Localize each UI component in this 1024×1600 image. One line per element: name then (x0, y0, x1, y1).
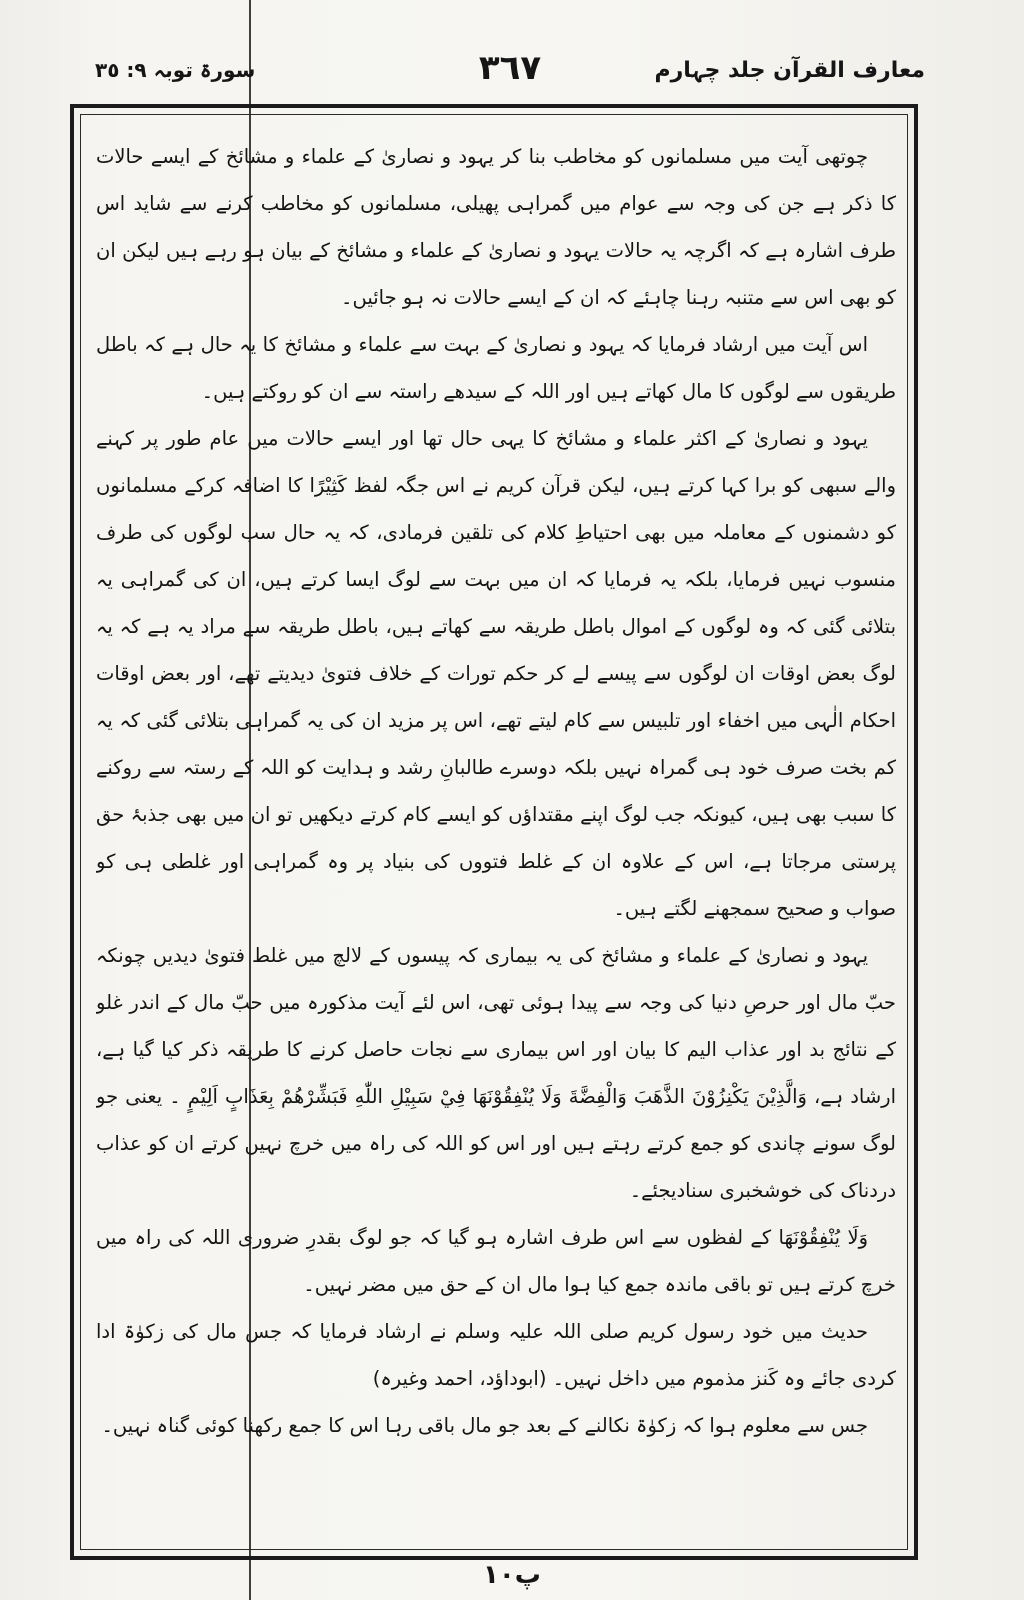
paragraph: چوتھی آیت میں مسلمانوں کو مخاطب بنا کر یہود و نصاریٰ کے علماء و مشائخ کے ایسے حالات کا ذکر ہے جن کی وجہ سے عوام میں گمراہی پھیلی، مسلمانوں کو مخاطب کرنے سے شاید اس طرف اشارہ ہے کہ اگرچہ یہ حالات یہود و نصاریٰ کے علماء و مشائخ کے بیان ہو رہے ہیں لیکن ان کو بھی اس سے متنبہ رہنا چاہئے کہ ان کے ایسے حالات نہ ہو جائیں۔ (96, 145, 896, 309)
page-number: ٣٦٧ (478, 48, 542, 88)
surah-reference: سورۃ توبہ ٩: ٣٥ (95, 58, 256, 82)
paragraph: اس آیت میں ارشاد فرمایا کہ یہود و نصاریٰ کے بہت سے علماء و مشائخ کا یہ حال ہے کہ باطل طریقوں سے لوگوں کا مال کھاتے ہیں اور اللہ کے سیدھے راستہ سے ان کو روکتے ہیں۔ (96, 333, 896, 403)
book-title: معارف القرآن جلد چہارم (654, 58, 925, 83)
body-text (96, 133, 896, 1558)
signature-mark: پ١٠ (483, 1560, 541, 1590)
page-header (95, 48, 925, 98)
paragraph: یہود و نصاریٰ کے علماء و مشائخ کی یہ بیماری کہ پیسوں کے لالچ میں غلط فتویٰ دیدیں چونکہ حبّ مال اور حرصِ دنیا کی وجہ سے پیدا ہوئی تھی، اس لئے آیت مذکورہ میں حبّ مال کے اندر غلو کے نتائج بد اور عذاب الیم کا بیان اور اس بیماری سے نجات حاصل کرنے کا طریقہ ذکر کیا گیا ہے، ارشاد ہے، وَالَّذِيْنَ يَكْنِزُوْنَ الذَّهَبَ وَالْفِضَّةَ وَلَا يُنْفِقُوْنَهَا فِيْ سَبِيْلِ اللّٰهِ فَبَشِّرْهُمْ بِعَذَابٍ اَلِيْمٍ ۔ یعنی جو لوگ سونے چاندی کو جمع کرتے رہتے ہیں اور اس کو اللہ کی راہ میں خرچ نہیں کرتے ان کو عذاب دردناک کی خوشخبری سنادیجئے۔ (96, 944, 896, 1202)
paragraph: جس سے معلوم ہوا کہ زکوٰۃ نکالنے کے بعد جو مال باقی رہا اس کا جمع رکھنا کوئی گناہ نہیں۔ (101, 1414, 868, 1437)
paragraph: حدیث میں خود رسول کریم صلی اللہ علیہ وسلم نے ارشاد فرمایا کہ جس مال کی زکوٰۃ ادا کردی جائے وہ کَنز مذموم میں داخل نہیں۔ (ابوداؤد، احمد وغیرہ) (96, 1320, 896, 1390)
paragraph: یہود و نصاریٰ کے اکثر علماء و مشائخ کا یہی حال تھا اور ایسے حالات میں عام طور پر کہنے والے سبھی کو برا کہا کرتے ہیں، لیکن قرآن کریم نے اس جگہ لفظ کَثِیْرًا کا اضافہ کرکے مسلمانوں کو دشمنوں کے معاملہ میں بھی احتیاطِ کلام کی تلقین فرمادی، کہ یہ حال سب لوگوں کی طرف منسوب نہیں فرمایا، بلکہ یہ فرمایا کہ ان میں بہت سے لوگ ایسا کرتے ہیں، ان کی گمراہی یہ بتلائی گئی کہ وہ لوگوں کے اموال باطل طریقہ سے کھاتے ہیں، باطل طریقہ سے مراد یہ ہے کہ یہ لوگ بعض اوقات ان لوگوں سے پیسے لے کر حکم تورات کے خلاف فتویٰ دیدیتے تھے، اور بعض اوقات احکام الٰہی میں اخفاء اور تلبیس سے کام لیتے تھے، اس پر مزید ان کی یہ گمراہی بتلائی گئی کہ یہ کم بخت صرف خود ہی گمراہ نہیں بلکہ دوسرے طالبانِ رشد و ہدایت کو اللہ کے رستہ سے روکنے کا سبب بھی ہیں، کیونکہ جب لوگ اپنے مقتداؤں کو ایسے کام کرتے دیکھیں تو ان میں بھی جذبۂ حق پرستی مرجاتا ہے، اس کے علاوہ ان کے غلط فتووں کی بنیاد پر وہ گمراہی اور غلطی ہی کو صواب و صحیح سمجھنے لگتے ہیں۔ (96, 427, 896, 920)
paragraph: وَلَا يُنْفِقُوْنَهَا کے لفظوں سے اس طرف اشارہ ہو گیا کہ جو لوگ بقدرِ ضروری اللہ کی راہ میں خرچ کرتے ہیں تو باقی ماندہ جمع کیا ہوا مال ان کے حق میں مضر نہیں۔ (96, 1226, 896, 1296)
